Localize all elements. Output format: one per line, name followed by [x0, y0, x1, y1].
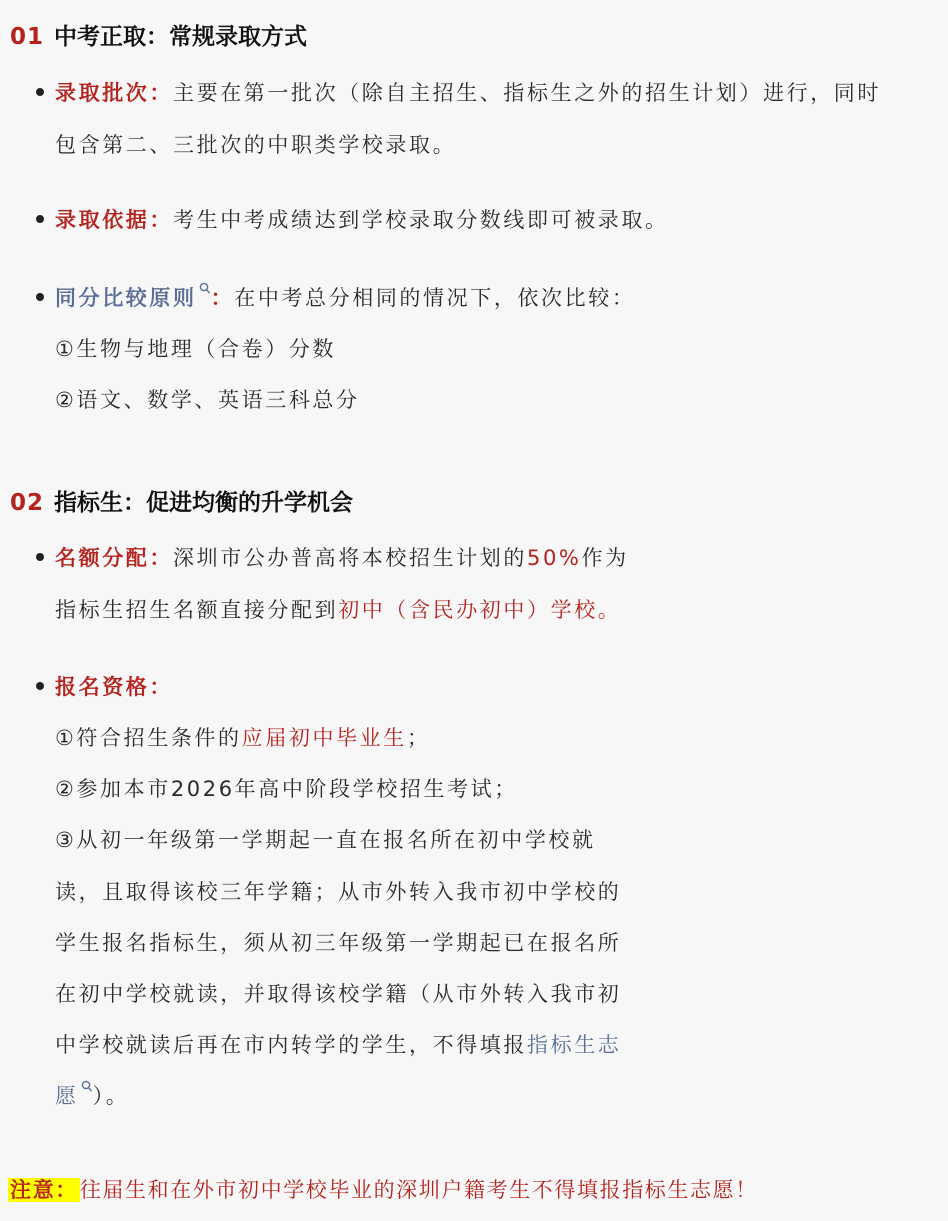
- section-number: 02: [10, 490, 45, 516]
- item-text: ①符合招生条件的: [55, 726, 242, 750]
- list-item-continuation: [55, 594, 621, 624]
- item-text: 考生中考成绩达到学校录取分数线即可被录取。: [173, 208, 669, 232]
- sub-item-3-line-5: [55, 1029, 621, 1059]
- search-icon[interactable]: [199, 282, 211, 296]
- item-text: 指标生招生名额直接分配到: [55, 598, 339, 622]
- highlight-text: 应届初中毕业生: [241, 726, 407, 750]
- bullet-dot: [36, 293, 44, 301]
- item-label: 录取批次：: [55, 81, 173, 105]
- item-text: 作为: [581, 546, 629, 570]
- bullet-dot: [36, 682, 44, 690]
- sub-item-3-line-4: 在初中学校就读，并取得该校学籍（从市外转入我市初: [55, 982, 622, 1006]
- item-label: 录取依据：: [55, 208, 173, 232]
- quota-volunteer-link[interactable]: 愿: [55, 1084, 79, 1108]
- search-icon[interactable]: [81, 1080, 93, 1094]
- section-title: 中考正取：常规录取方式: [54, 24, 308, 50]
- notice-text: 往届生和在外市初中学校毕业的深圳户籍考生不得填报指标生志愿！: [79, 1178, 758, 1202]
- highlight-text: 初中（含民办初中）学校。: [338, 598, 622, 622]
- tie-rule-link[interactable]: 同分比较原则: [55, 286, 197, 310]
- notice-label: 注意：: [10, 1178, 78, 1202]
- quota-volunteer-link[interactable]: 指标生志: [527, 1033, 622, 1057]
- quota-percent: 50%: [527, 546, 582, 570]
- bullet-dot: [36, 88, 44, 96]
- list-item-eligibility: [55, 671, 173, 701]
- sub-item-3-line-6: [55, 1080, 129, 1110]
- list-item-continuation: 包含第二、三批次的中职类学校录取。: [55, 133, 457, 157]
- list-item-tie-rule: [55, 282, 635, 312]
- item-text: 主要在第一批次（除自主招生、指标生之外的招生计划）进行，同时: [173, 81, 881, 105]
- sub-item-3-line-3: 学生报名指标生，须从初三年级第一学期起已在报名所: [55, 931, 622, 955]
- item-text: 深圳市公办普高将本校招生计划的: [173, 546, 527, 570]
- section-title: 指标生：促进均衡的升学机会: [54, 490, 354, 516]
- list-item-basis: [55, 204, 669, 234]
- list-item-quota: [55, 542, 629, 572]
- section-heading-01: [10, 18, 307, 51]
- item-text: 在中考总分相同的情况下，依次比较：: [234, 286, 636, 310]
- item-label: 名额分配：: [55, 546, 173, 570]
- item-text: ；: [406, 726, 431, 750]
- section-heading-02: [10, 484, 353, 517]
- sub-item-3-line-2: 读，且取得该校三年学籍；从市外转入我市初中学校的: [55, 880, 622, 904]
- bullet-dot: [36, 215, 44, 223]
- item-label: 报名资格：: [55, 675, 173, 699]
- item-text: ）。: [92, 1084, 130, 1108]
- item-label-colon: ：: [210, 286, 235, 310]
- bullet-dot: [36, 553, 44, 561]
- sub-item-3-line-1: ③从初一年级第一学期起一直在报名所在初中学校就: [55, 828, 596, 852]
- sub-item-2: ②语文、数学、英语三科总分: [55, 388, 360, 412]
- sub-item-2: ②参加本市2026年高中阶段学校招生考试；: [55, 777, 518, 801]
- item-text: 中学校就读后再在市内转学的学生，不得填报: [55, 1033, 527, 1057]
- notice: [8, 1174, 758, 1204]
- list-item-batch: [55, 77, 881, 107]
- sub-item-1: [55, 722, 430, 752]
- sub-item-1: ①生物与地理（合卷）分数: [55, 337, 337, 361]
- section-number: 01: [10, 24, 45, 50]
